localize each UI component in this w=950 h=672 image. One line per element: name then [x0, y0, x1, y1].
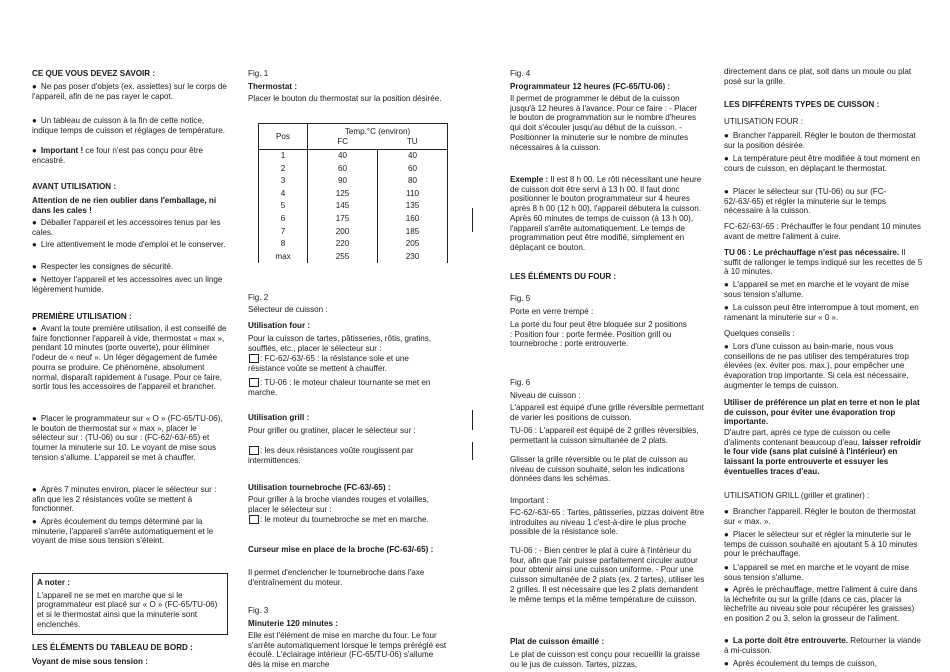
- figure-label: Fig. 4: [510, 69, 531, 78]
- table-cell-tu: 40: [378, 150, 448, 163]
- paragraph: ● Déballer l'appareil et les accessoires tenus par les cales.: [32, 218, 230, 237]
- figure-label: Fig. 1: [248, 69, 269, 78]
- programmateur-text: Il permet de programmer le début de la cuisson jusqu'à 12 heures à l'avance. Pour ce faire : - Placer le bouton de programmation sur le nombre d'heures qui doit s'écouler jusqu'au début de la cuisson. - Positionner la minuterie sur le nombre de minutes nécessaires à la cuisson.: [510, 94, 698, 152]
- table-cell-pos: 3: [259, 175, 308, 188]
- paragraph: FC-62/-63/-65 : Préchauffer le four pendant 10 minutes avant de mettre l'aliment à cuire.: [724, 222, 921, 241]
- table-cell-pos: 7: [259, 225, 308, 238]
- curseur-heading: Curseur mise en place de la broche (FC-63/-65) :: [248, 545, 434, 554]
- paragraph: ● L'appareil se met en marche et le voyant de mise sous tension s'allume.: [724, 563, 924, 582]
- margin-change-bar: [472, 208, 473, 232]
- table-cell-fc: 200: [308, 225, 378, 238]
- niveau-text-2: TU-06 : L'appareil est équipé de 2 grilles réversibles, permettant la cuisson simultanée de 2 plats.: [510, 426, 699, 445]
- exemple-label: Exemple :: [510, 175, 549, 184]
- figure-label: Fig. 3: [248, 606, 269, 615]
- table-cell-pos: max: [259, 250, 308, 263]
- table-cell-tu: 60: [378, 162, 448, 175]
- niveau-text-3: Glisser la grille réversible ou le plat de cuisson au niveau de cuisson souhaité, selon les indications données dans les schémas.: [510, 455, 688, 484]
- conseils-heading: Quelques conseils :: [724, 329, 795, 338]
- paragraph: ● Après écoulement du temps déterminé par la minuterie, l'appareil s'arrête automatiquement et le voyant de mise sous tension s'éteint.: [32, 517, 230, 546]
- table-cell-tu: 80: [378, 175, 448, 188]
- important-label: Important !: [40, 146, 84, 155]
- heading-premiere-utilisation: PREMIÈRE UTILISATION :: [32, 312, 132, 321]
- table-cell-fc: 145: [308, 200, 378, 213]
- exemple-text: [510, 175, 705, 253]
- four-text-3: [248, 378, 448, 397]
- paragraph: ● Lire attentivement le mode d'emploi et le conserver.: [32, 240, 230, 250]
- table-header-temp: [308, 124, 448, 150]
- table-header-pos: Pos: [259, 124, 308, 150]
- conseil-text: D'autre part, après ce type de cuisson ou celle d'aliments contenant beaucoup d'eau,: [724, 428, 891, 447]
- paragraph: ● Après 7 minutes environ, placer le sélecteur sur : afin que les 2 résistances voûte se mettent à fonctionner.: [32, 485, 230, 514]
- heading-elements-du-four: LES ÉLÉMENTS DU FOUR :: [510, 272, 617, 281]
- warning-text: Attention de ne rien oublier dans l'emballage, ni dans les cales !: [32, 196, 217, 215]
- table-cell-pos: 1: [259, 150, 308, 163]
- grill-text-2-content: : les deux résistances voûte rougissent par intermittences.: [248, 446, 414, 465]
- temperature-table: [258, 123, 448, 263]
- conseil-bold: laisser refroidir le four vide (sans plat cuisiné à l'intérieur) en laissant la porte entrouverte et essuyer les éventuelles traces d'eau.: [724, 437, 922, 476]
- figure-label: Fig. 2: [248, 293, 269, 302]
- paragraph: Utiliser de préférence un plat en terre et non le plat de cuisson, pour éviter une évaporation trop importante.: [724, 398, 920, 427]
- table-cell-fc: 60: [308, 162, 378, 175]
- paragraph: ● Placer le sélecteur sur (TU-06) ou sur (FC-62/-63/-65) et régler la minuterie sur le temps nécessaire à la cuisson.: [724, 187, 924, 216]
- table-cell-pos: 5: [259, 200, 308, 213]
- figure-label: Fig. 6: [510, 378, 531, 387]
- tournebroche-text-2-content: : le moteur du tournebroche se met en marche.: [260, 515, 429, 524]
- note-heading: A noter :: [37, 578, 70, 587]
- grill-text-1: Pour griller ou gratiner, placer le sélecteur sur :: [248, 426, 416, 435]
- heading-types-de-cuisson: LES DIFFÉRENTS TYPES DE CUISSON :: [724, 100, 880, 109]
- paragraph: ● Nettoyer l'appareil et les accessoires avec un linge légèrement humide.: [32, 275, 230, 294]
- table-cell-tu: 230: [378, 250, 448, 263]
- table-row: [259, 162, 448, 175]
- retourner-text: Retourner la viande à mi-cuisson.: [724, 636, 921, 655]
- paragraph: ● Brancher l'appareil. Régler le bouton de thermostat sur « max. ».: [724, 507, 924, 526]
- table-cell-fc: 175: [308, 212, 378, 225]
- grill-heading: Utilisation grill :: [248, 413, 310, 422]
- table-cell-tu: 185: [378, 225, 448, 238]
- paragraph: ● Après le préchauffage, mettre l'aliment à cuire dans la lèchefrite ou sur la grille (dans ce cas, placer la lèchefrite au niveau sole pour récupérer les graisses) en position 2 ou 3, selon la grosseur de l'aliment.: [724, 585, 924, 624]
- table-cell-pos: 4: [259, 187, 308, 200]
- note-box: [32, 573, 228, 635]
- table-cell-tu: 160: [378, 212, 448, 225]
- table-cell-fc: 255: [308, 250, 378, 263]
- table-row: [259, 212, 448, 225]
- table-row: [259, 225, 448, 238]
- niveau-text-1: L'appareil est équipé d'une grille réversible permettant de varier les positions de cuisson.: [510, 403, 704, 422]
- grill-text-2: [248, 446, 448, 465]
- paragraph: ● Respecter les consignes de sécurité.: [32, 262, 230, 272]
- plat-heading: Plat de cuisson émaillé :: [510, 637, 605, 646]
- important-text-1: FC-62/-63/-65 : Tartes, pâtisseries, pizzas doivent être introduites au niveau 1 c'est-à-dire le plus proche possible de la résistance sole.: [510, 508, 705, 537]
- porte-entrouverte-label: La porte doit être entrouverte.: [732, 636, 849, 645]
- tu-label: TU: [406, 136, 418, 146]
- heading-utilisation-four: UTILISATION FOUR :: [724, 117, 803, 126]
- table-cell-fc: 40: [308, 150, 378, 163]
- porte-text: La porte du four peut être bloquée sur 2 positions : Position four : porte fermée. Position grill ou tournebroche : porte entrouverte.: [510, 320, 687, 349]
- paragraph: [32, 146, 230, 165]
- paragraph: ● Après écoulement du temps de cuisson,: [724, 659, 924, 669]
- selector-oven-icon: [249, 354, 259, 363]
- paragraph: ● L'appareil se met en marche et le voyant de mise sous tension s'allume.: [724, 280, 924, 299]
- heading-ce-que-vous-devez-savoir: CE QUE VOUS DEVEZ SAVOIR :: [32, 69, 156, 78]
- four-heading: Utilisation four :: [248, 321, 311, 330]
- table-cell-pos: 8: [259, 238, 308, 251]
- thermostat-heading: Thermostat :: [248, 82, 298, 91]
- paragraph: [724, 248, 924, 277]
- paragraph: ● Brancher l'appareil. Régler le bouton de thermostat sur la position désirée.: [724, 131, 924, 150]
- paragraph: ● Un tableau de cuisson à la fin de cette notice, indique temps de cuisson et réglages de température.: [32, 116, 230, 135]
- paragraph: ● Placer le programmateur sur « O » (FC-65/TU-06), le bouton de thermostat sur « max », placer le sélecteur sur : (TU-06) ou sur : (FC-62/-63/-65) et tourner la minuterie sur 10. Le voyant de mise sous tension s'allume. L'appareil se met à chauffer.: [32, 414, 230, 463]
- table-body: [259, 150, 448, 263]
- heading-utilisation-grill: UTILISATION GRILL (griller et gratiner) :: [724, 491, 870, 500]
- table-cell-tu: 205: [378, 238, 448, 251]
- table-cell-tu: 110: [378, 187, 448, 200]
- margin-change-bar: [472, 410, 473, 430]
- tournebroche-heading: Utilisation tournebroche (FC-63/-65) :: [248, 483, 391, 492]
- porte-heading: Porte en verre trempé :: [510, 307, 594, 316]
- selector-heading: Sélecteur de cuisson :: [248, 305, 328, 314]
- niveau-heading: Niveau de cuisson :: [510, 391, 581, 400]
- important-text-2: TU-06 : - Bien centrer le plat à cuire à l'intérieur du four, afin que l'air puisse parfaitement circuler autour pour obtenir ainsi une cuisson uniforme. - Pour une cuisson simultanée de 2 plats (ex. 2 tartes), utiliser les 2 grilles. Il est nécessaire que les 2 plats demandent le même temps et la même température de cuisson.: [510, 546, 705, 604]
- table-cell-tu: 135: [378, 200, 448, 213]
- paragraph: ● Avant la toute première utilisation, il est conseillé de faire fonctionner l'appareil à vide, thermostat « max », pendant 10 minutes (porte ouverte), pour éliminer l'odeur de « neuf ». Un léger dégagement de fumée pourra se produire. Ce phénomène, absolument normal, disparaît rapidement à l'usage. Pour ce faire, sortir tous les accessoires de l'appareil et brancher.: [32, 324, 230, 392]
- tu06-label: TU 06 : Le préchauffage n'est pas nécessaire.: [724, 248, 900, 257]
- table-row: [259, 250, 448, 263]
- rotisserie-icon: [249, 515, 259, 524]
- fan-icon: [249, 378, 259, 387]
- tu06-text: Il suffit de rallonger le temps indiqué sur les recettes de 5 à 10 minutes.: [724, 248, 923, 277]
- table-cell-pos: 2: [259, 162, 308, 175]
- paragraph: ● La cuisson peut être interrompue à tout moment, en ramenant la minuterie sur « 0 ».: [724, 303, 924, 322]
- tournebroche-text-2: [248, 515, 448, 525]
- important-heading: Important :: [510, 496, 549, 505]
- table-row: [259, 150, 448, 163]
- table-cell-pos: 6: [259, 212, 308, 225]
- paragraph: ● Placer le sélecteur sur et régler la minuterie sur le temps de cuisson souhaité en ajoutant 5 à 10 minutes pour le préchauffage.: [724, 530, 924, 559]
- heading-elements-tableau-de-bord: LES ÉLÉMENTS DU TABLEAU DE BORD :: [32, 643, 193, 652]
- figure-label: Fig. 5: [510, 294, 531, 303]
- paragraph: [724, 636, 924, 655]
- four-text-2-content: : FC-62/-63/-65 : la résistance sole et une résistance voûte se mettent à chauffer.: [248, 354, 409, 373]
- table-cell-fc: 125: [308, 187, 378, 200]
- table-row: [259, 200, 448, 213]
- paragraph: ● Ne pas poser d'objets (ex. assiettes) sur le corps de l'appareil, afin de ne pas rayer le capot.: [32, 82, 230, 101]
- margin-change-bar: [472, 442, 473, 460]
- minuterie-text: Elle est l'élément de mise en marche du four. Le four s'arrête automatiquement lorsque le temps préréglé est écoulé. L'éclairage intérieur (FC-65/TU-06) s'allume dès la mise en marche: [248, 631, 447, 670]
- tournebroche-text-1: Pour griller à la broche viandes rouges et volailles, placer le sélecteur sur :: [248, 495, 429, 514]
- four-text-2: [248, 354, 448, 373]
- exemple-content: Il est 8 h 00. Le rôti nécessitant une heure de cuisson doit être servi à 13 h 00. Il faut donc positionner le bouton programmateur sur 4 heures après 8 h 00 (12 h 00), l'appareil débutera la cuisson. Après 60 minutes de temps de cuisson (à 13 h 00), l'appareil s'arrête automatiquement. Le temps de programmation peut être modifié, simplement en déplaçant ce bouton.: [510, 175, 702, 252]
- table-row: [259, 187, 448, 200]
- note-text: L'appareil ne se met en marche que si le programmateur est placé sur « O » (FC-65/TU-06) et si le thermostat ainsi que la minuterie sont enclenchés.: [37, 590, 218, 629]
- plat-text: Le plat de cuisson est conçu pour recueillir la graisse ou le jus de cuisson. Tartes, pizzas,: [510, 650, 700, 669]
- table-cell-fc: 90: [308, 175, 378, 188]
- four-text-3-content: : TU-06 : le moteur chaleur tournante se met en marche.: [248, 378, 431, 397]
- four-text-1: Pour la cuisson de tartes, pâtisseries, rôtis, gratins, soufflés, etc., placer le sélecteur sur :: [248, 334, 432, 353]
- table-row: [259, 175, 448, 188]
- programmateur-heading: Programmateur 12 heures (FC-65/TU-06) :: [510, 82, 671, 91]
- fc-label: FC: [337, 136, 349, 146]
- paragraph: ● La température peut être modifiée à tout moment en cours de cuisson, en déplaçant le thermostat.: [724, 154, 924, 173]
- table-cell-fc: 220: [308, 238, 378, 251]
- table-row: [259, 238, 448, 251]
- paragraph: ● Lors d'une cuisson au bain-marie, nous vous conseillons de ne pas utiliser des températures trop élevées (ex. éviter pos. max.), pour empêcher une évaporation trop importante. Si cela est nécessaire, augmenter le temps de cuisson.: [724, 342, 924, 391]
- temp-label: Temp.°C (environ): [344, 126, 411, 136]
- important-text: ce four n'est pas conçu pour être encastré.: [32, 146, 204, 165]
- minuterie-heading: Minuterie 120 minutes :: [248, 619, 338, 628]
- heading-avant-utilisation: AVANT UTILISATION :: [32, 182, 117, 191]
- paragraph: [724, 428, 924, 477]
- curseur-text: Il permet d'enclencher le tournebroche dans l'axe d'entraînement du moteur.: [248, 568, 425, 587]
- paragraph: directement dans ce plat, soit dans un moule ou plat posé sur la grille.: [724, 67, 912, 86]
- grill-icon: [249, 446, 259, 455]
- thermostat-text: Placer le bouton du thermostat sur la position désirée.: [248, 94, 442, 103]
- paragraph: Voyant de mise sous tension :: [32, 657, 148, 666]
